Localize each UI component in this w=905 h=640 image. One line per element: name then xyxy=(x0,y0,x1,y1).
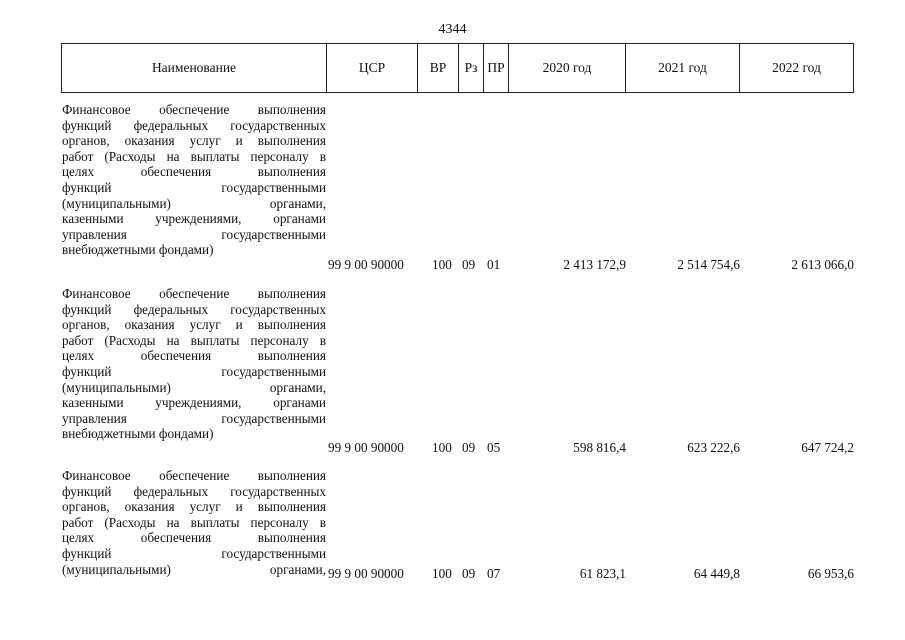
row-csr: 99 9 00 90000 xyxy=(328,440,404,455)
row-name-line: функций федеральных государственных xyxy=(62,483,326,499)
row-pr: 05 xyxy=(487,440,501,455)
row-name-line: органов, оказания услуг и выполнения xyxy=(62,317,326,333)
row-name-line: работ (Расходы на выплаты персоналу в xyxy=(62,514,326,530)
row-name-line: функций государственными xyxy=(62,179,326,195)
row-csr: 99 9 00 90000 xyxy=(328,257,404,272)
row-name-line: работ (Расходы на выплаты персоналу в xyxy=(62,332,326,348)
header-2020: 2020 год xyxy=(542,60,592,75)
row-name xyxy=(62,102,326,258)
header-2022: 2022 год xyxy=(772,60,821,75)
row-rz: 09 xyxy=(462,566,476,581)
header-vr: ВР xyxy=(429,60,447,75)
row-name-line: (муниципальными) органами, xyxy=(62,195,326,211)
row-name-line: казенными учреждениями, органами xyxy=(62,211,326,227)
row-csr: 99 9 00 90000 xyxy=(328,566,404,581)
row-value-2022: 2 613 066,0 xyxy=(791,257,854,272)
row-name-line: (муниципальными) органами, xyxy=(62,379,326,395)
row-vr: 100 xyxy=(432,257,452,272)
row-value-2020: 598 816,4 xyxy=(573,440,626,455)
header-pr: ПР xyxy=(487,60,505,75)
row-name-line: целях обеспечения выполнения xyxy=(62,348,326,364)
row-name-line: Финансовое обеспечение выполнения xyxy=(62,286,326,301)
row-value-2021: 2 514 754,6 xyxy=(677,257,740,272)
row-name-line: внебюджетными фондами) xyxy=(62,242,214,258)
row-name xyxy=(62,468,326,577)
table-header xyxy=(61,43,854,93)
row-name-line: (муниципальными) органами, xyxy=(62,561,326,577)
row-name-line: органов, оказания услуг и выполнения xyxy=(62,499,326,515)
row-name-line: целях обеспечения выполнения xyxy=(62,530,326,546)
row-pr: 07 xyxy=(487,566,501,581)
page-number: 4344 xyxy=(438,22,467,37)
row-name xyxy=(62,286,326,442)
row-value-2021: 64 449,8 xyxy=(693,566,740,581)
header-2021: 2021 год xyxy=(658,60,707,75)
row-name-line: органов, оказания услуг и выполнения xyxy=(62,133,326,149)
row-name-line: работ (Расходы на выплаты персоналу в xyxy=(62,148,326,164)
row-vr: 100 xyxy=(432,566,452,581)
header-csr: ЦСР xyxy=(358,60,386,75)
row-value-2022: 66 953,6 xyxy=(807,566,854,581)
row-name-line: казенными учреждениями, органами xyxy=(62,395,326,411)
row-name-line: функций федеральных государственных xyxy=(62,117,326,133)
row-rz: 09 xyxy=(462,440,476,455)
row-name-line: управления государственными xyxy=(62,226,326,242)
row-name-line: функций федеральных государственных xyxy=(62,301,326,317)
header-rz: Рз xyxy=(464,60,478,75)
row-vr: 100 xyxy=(432,440,452,455)
row-pr: 01 xyxy=(487,257,501,272)
row-name-line: Финансовое обеспечение выполнения xyxy=(62,468,326,483)
row-name-line: управления государственными xyxy=(62,410,326,426)
row-value-2020: 61 823,1 xyxy=(579,566,626,581)
row-rz: 09 xyxy=(462,257,476,272)
row-value-2020: 2 413 172,9 xyxy=(563,257,626,272)
header-name: Наименование xyxy=(151,60,237,75)
row-value-2022: 647 724,2 xyxy=(801,440,854,455)
row-name-line: функций государственными xyxy=(62,545,326,561)
row-name-line: внебюджетными фондами) xyxy=(62,426,214,442)
row-value-2021: 623 222,6 xyxy=(687,440,740,455)
row-name-line: Финансовое обеспечение выполнения xyxy=(62,102,326,117)
row-name-line: функций государственными xyxy=(62,363,326,379)
row-name-line: целях обеспечения выполнения xyxy=(62,164,326,180)
